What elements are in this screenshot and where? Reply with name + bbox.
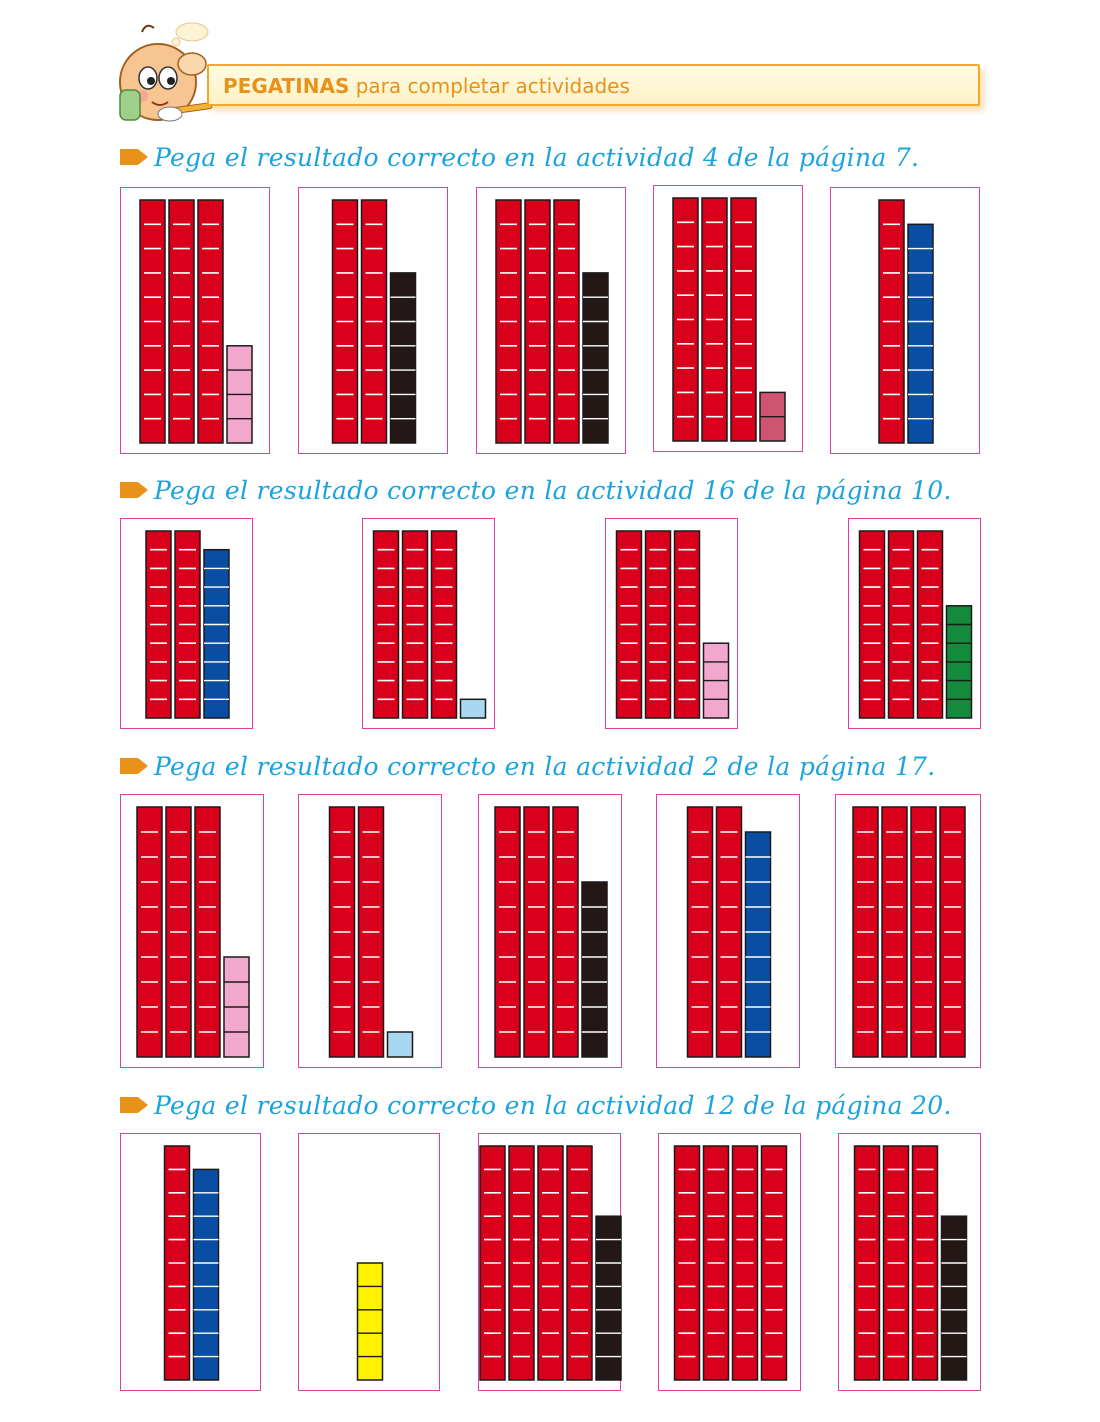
arrow-pointer-icon bbox=[118, 1094, 150, 1116]
page-title: PEGATINAS para completar actividades bbox=[223, 74, 630, 98]
unit-cubes bbox=[194, 1169, 219, 1380]
instruction-text: Pega el resultado correcto en la actividad 2 de la página 17. bbox=[154, 751, 936, 781]
sticker-card[interactable] bbox=[298, 1133, 440, 1391]
base-ten-blocks bbox=[849, 519, 982, 730]
sticker-card[interactable] bbox=[120, 187, 270, 454]
instruction-line bbox=[118, 473, 952, 507]
base-ten-blocks bbox=[477, 188, 627, 455]
unit-cubes bbox=[942, 1216, 967, 1380]
base-ten-blocks bbox=[121, 519, 254, 730]
sticker-card[interactable] bbox=[478, 794, 622, 1068]
base-ten-blocks bbox=[479, 1134, 622, 1392]
unit-cubes bbox=[908, 224, 933, 443]
base-ten-blocks bbox=[659, 1134, 802, 1392]
base-ten-blocks bbox=[606, 519, 739, 730]
arrow-pointer-icon bbox=[118, 146, 150, 168]
instruction-line bbox=[118, 140, 919, 174]
unit-cubes bbox=[358, 1263, 383, 1380]
base-ten-blocks bbox=[657, 795, 801, 1069]
sticker-card[interactable] bbox=[298, 187, 448, 454]
sticker-card[interactable] bbox=[120, 794, 264, 1068]
base-ten-blocks bbox=[121, 1134, 262, 1392]
instruction-text: Pega el resultado correcto en la actividad 12 de la página 20. bbox=[154, 1090, 952, 1120]
sticker-card[interactable] bbox=[298, 794, 442, 1068]
sticker-card[interactable] bbox=[835, 794, 981, 1068]
base-ten-blocks bbox=[654, 186, 804, 453]
unit-cubes bbox=[388, 1032, 413, 1057]
base-ten-blocks bbox=[479, 795, 623, 1069]
base-ten-blocks bbox=[299, 188, 449, 455]
instruction-text: Pega el resultado correcto en la actividad 4 de la página 7. bbox=[154, 142, 920, 172]
unit-cubes bbox=[746, 832, 771, 1057]
base-ten-blocks bbox=[299, 795, 443, 1069]
header-banner bbox=[207, 64, 980, 106]
base-ten-blocks bbox=[839, 1134, 982, 1392]
base-ten-blocks bbox=[121, 795, 265, 1069]
unit-cubes bbox=[204, 550, 229, 718]
sticker-card[interactable] bbox=[656, 794, 800, 1068]
arrow-pointer-icon bbox=[118, 755, 150, 777]
sticker-card[interactable] bbox=[120, 518, 253, 729]
sticker-card[interactable] bbox=[120, 1133, 261, 1391]
base-ten-blocks bbox=[363, 519, 496, 730]
sticker-card[interactable] bbox=[838, 1133, 981, 1391]
unit-cubes bbox=[391, 273, 416, 443]
sticker-card[interactable] bbox=[362, 518, 495, 729]
base-ten-blocks bbox=[836, 795, 982, 1069]
sticker-card[interactable] bbox=[478, 1133, 621, 1391]
instruction-line bbox=[118, 1088, 952, 1122]
unit-cubes bbox=[583, 273, 608, 443]
base-ten-blocks bbox=[121, 188, 271, 455]
base-ten-blocks bbox=[299, 1134, 441, 1392]
instruction-line bbox=[118, 749, 935, 783]
base-ten-blocks bbox=[831, 188, 981, 455]
arrow-pointer-icon bbox=[118, 479, 150, 501]
mascot-boy-icon bbox=[112, 20, 217, 125]
sticker-card[interactable] bbox=[476, 187, 626, 454]
sticker-card[interactable] bbox=[848, 518, 981, 729]
instruction-text: Pega el resultado correcto en la actividad 16 de la página 10. bbox=[154, 475, 952, 505]
sticker-card[interactable] bbox=[658, 1133, 801, 1391]
sticker-card[interactable] bbox=[605, 518, 738, 729]
sticker-card[interactable] bbox=[830, 187, 980, 454]
unit-cubes bbox=[582, 882, 607, 1057]
sticker-card[interactable] bbox=[653, 185, 803, 452]
unit-cubes bbox=[461, 699, 486, 718]
unit-cubes bbox=[596, 1216, 621, 1380]
